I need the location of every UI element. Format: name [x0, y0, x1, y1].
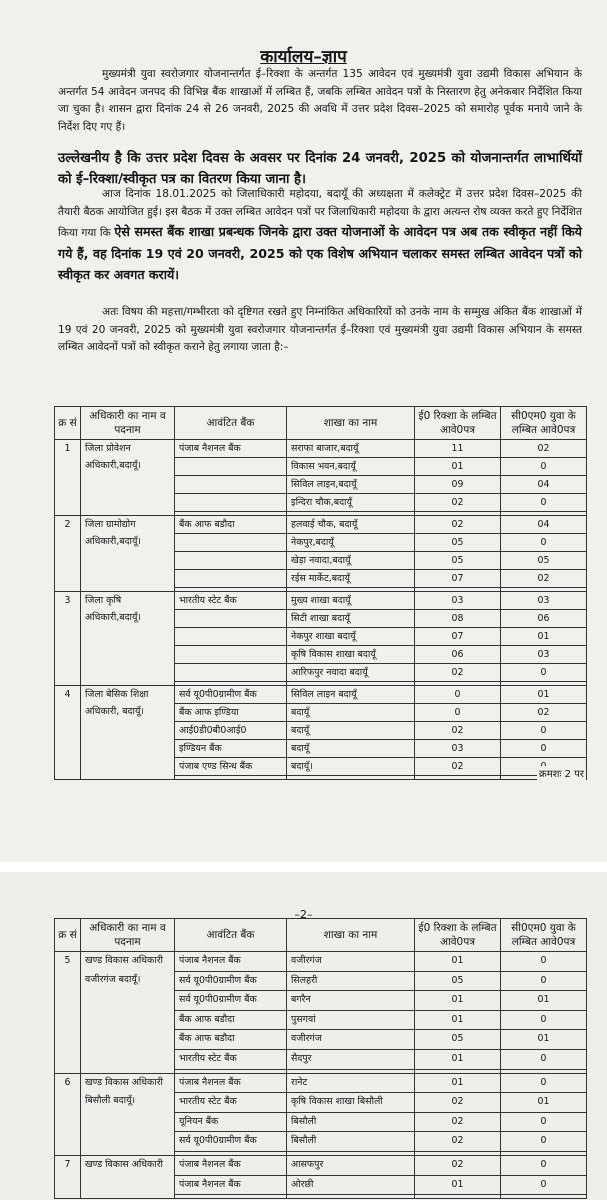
row-bank-name: पंजाब नैशनल बैंक	[175, 440, 287, 458]
paragraph-2	[58, 148, 582, 190]
row-bank-name: पंजाब नैशनल बैंक	[175, 1155, 287, 1175]
row-officer-name: खण्ड विकास अधिकारी वजीरगंज बदायूँ।	[81, 952, 175, 1074]
row-serial-number: 7	[55, 1155, 81, 1198]
paragraph-1-text: मुख्यमंत्री युवा स्वरोजगार योजनान्तर्गत ई–रिक्शा के अन्तर्गत 135 आवेदन एवं मुख्यमंत्री युवा उद्यमी विकास अभियान के अन्तर्गत 54 आवेदन जनपद की विभिन्न बैंक शाखाओं में लम्बित हैं, जबकि लम्बित आवेदन पत्रों के निस्तारण हेतु अनेकबार निर्देशित किया जा चुका है। शासन द्वारा दिनांक 24 से 26 जनवरी, 2025 की अवधि में उत्तर प्रदेश दिवस–2025 को समारोह पूर्वक मनाये जाने के निर्देश दिए गए हैं।	[58, 68, 582, 133]
row-branch-name: बिसौली	[287, 1132, 415, 1152]
paragraph-3	[58, 186, 582, 286]
row-cm-yuva-count: 06	[501, 610, 587, 628]
row-cm-yuva-count: 02	[501, 704, 587, 722]
header-branch: शाखा का नाम	[287, 919, 415, 952]
header-cm-yuva-pending: सी0एम0 युवा के लम्बित आवे0पत्र	[501, 407, 587, 440]
row-erickshaw-count: 11	[415, 440, 501, 458]
row-erickshaw-count: 03	[415, 592, 501, 610]
header-erickshaw-pending: ई0 रिक्शा के लम्बित आवे0पत्र	[415, 407, 501, 440]
header-officer: अधिकारी का नाम व पदनाम	[81, 919, 175, 952]
row-bank-name: भारतीय स्टेट बैंक	[175, 1093, 287, 1113]
row-erickshaw-count: 01	[415, 1073, 501, 1093]
header-cm-yuva-pending: सी0एम0 युवा के लम्बित आवे0पत्र	[501, 919, 587, 952]
paragraph-3-emphasis: ऐसे समस्त बैंक शाखा प्रबन्धक जिनके द्वारा उक्त योजनाओं के आवेदन पत्र अब तक स्वीकृत नहीं किये गये हैं, वह दिनांक 19 एवं 20 जनवरी, 2025 को एक विशेष अभियान चलाकर समस्त लम्बित आवेदन पत्रों को स्वीकृत कर अवगत करायें।	[58, 224, 582, 283]
row-erickshaw-count: 02	[415, 1155, 501, 1175]
row-bank-name: पंजाब एण्ड सिन्ध बैंक	[175, 758, 287, 776]
row-erickshaw-count: 02	[415, 758, 501, 776]
row-cm-yuva-count: 0	[501, 722, 587, 740]
row-cm-yuva-count: 0	[501, 1049, 587, 1069]
header-bank: आवंटित बैंक	[175, 407, 287, 440]
row-officer-name: खण्ड विकास अधिकारी बिसौली बदायूँ।	[81, 1073, 175, 1155]
row-bank-name: बैंक आफ बडौदा	[175, 1010, 287, 1030]
row-branch-name: खेड़ा नवादा,बदायूँ	[287, 552, 415, 570]
table-row	[55, 1155, 587, 1175]
spacer-cell	[287, 776, 415, 780]
table-row	[55, 516, 587, 534]
row-branch-name: नेकपुर शाखा बदायूँ	[287, 628, 415, 646]
continued-note: क्रमशः 2 पर	[537, 766, 586, 780]
row-bank-name	[175, 552, 287, 570]
officer-assignment-table-1	[54, 406, 587, 780]
row-bank-name: भारतीय स्टेट बैंक	[175, 1049, 287, 1069]
table-header-row	[55, 919, 587, 952]
row-branch-name: बदायूँ	[287, 740, 415, 758]
row-bank-name	[175, 534, 287, 552]
row-erickshaw-count: 02	[415, 722, 501, 740]
row-erickshaw-count: 01	[415, 1010, 501, 1030]
row-cm-yuva-count: 02	[501, 440, 587, 458]
row-bank-name: सर्व यू0पी0ग्रामीण बैंक	[175, 971, 287, 991]
row-bank-name	[175, 476, 287, 494]
spacer-cell	[415, 776, 501, 780]
row-branch-name: बदायूँ।	[287, 758, 415, 776]
row-branch-name: पुसगवां	[287, 1010, 415, 1030]
row-branch-name: वजीरगंज	[287, 952, 415, 972]
header-erickshaw-pending: ई0 रिक्शा के लम्बित आवे0पत्र	[415, 919, 501, 952]
row-cm-yuva-count: 01	[501, 686, 587, 704]
row-bank-name: पंजाब नैशनल बैंक	[175, 952, 287, 972]
table-row	[55, 686, 587, 704]
row-cm-yuva-count: 0	[501, 534, 587, 552]
row-branch-name: बदायूँ	[287, 722, 415, 740]
table-row	[55, 1073, 587, 1093]
officer-assignment-table-2	[54, 918, 587, 1199]
row-bank-name: सर्व यू0पी0ग्रामीण बैंक	[175, 686, 287, 704]
page-title: कार्यालय–ज्ञाप	[260, 47, 347, 67]
row-branch-name: सैदपुर	[287, 1049, 415, 1069]
paragraph-1	[58, 66, 582, 136]
row-cm-yuva-count: 0	[501, 740, 587, 758]
row-serial-number: 6	[55, 1073, 81, 1155]
row-erickshaw-count: 02	[415, 494, 501, 512]
row-branch-name: सराफा बाजार,बदायूँ	[287, 440, 415, 458]
row-bank-name	[175, 494, 287, 512]
row-bank-name	[175, 646, 287, 664]
row-cm-yuva-count: 03	[501, 646, 587, 664]
row-bank-name	[175, 610, 287, 628]
row-branch-name: मुख्य शाखा बदायूँ	[287, 592, 415, 610]
row-officer-name: खण्ड विकास अधिकारी	[81, 1155, 175, 1198]
row-erickshaw-count: 02	[415, 664, 501, 682]
row-erickshaw-count: 03	[415, 740, 501, 758]
row-erickshaw-count: 0	[415, 686, 501, 704]
row-cm-yuva-count: 0	[501, 1155, 587, 1175]
table-row	[55, 592, 587, 610]
row-branch-name: सिविल लाइन,बदायूँ	[287, 476, 415, 494]
row-erickshaw-count: 05	[415, 552, 501, 570]
row-cm-yuva-count: 01	[501, 991, 587, 1011]
row-officer-name: जिला प्रोवेशन अधिकारी,बदायूँ।	[81, 440, 175, 516]
spacer-cell	[175, 1195, 287, 1199]
row-cm-yuva-count: 03	[501, 592, 587, 610]
row-erickshaw-count: 05	[415, 534, 501, 552]
paragraph-3-text: आज दिनांक 18.01.2025 को जिलाधिकारी महोदया, बदायूँ की अध्यक्षता में कलेक्ट्रेट में उत्तर प्रदेश दिवस–2025 की तैयारी बैठक आयोजित हुई। इस बैठक में उक्त लम्बित आवेदन पत्रों पर जिलाधिकारी महोदया के द्वारा अत्यन्त रोष व्यक्त करते हुए निर्देशित किया गया कि	[58, 188, 582, 240]
row-bank-name	[175, 458, 287, 476]
row-cm-yuva-count: 0	[501, 971, 587, 991]
table-row	[55, 440, 587, 458]
row-bank-name: इण्डियन बैंक	[175, 740, 287, 758]
table-header-row	[55, 407, 587, 440]
row-cm-yuva-count: 04	[501, 476, 587, 494]
spacer-cell	[175, 776, 287, 780]
row-branch-name: आरिफपुर नवादा बदायूँ	[287, 664, 415, 682]
paragraph-4	[58, 304, 582, 357]
row-erickshaw-count: 06	[415, 646, 501, 664]
row-serial-number: 1	[55, 440, 81, 516]
row-bank-name: पंजाब नैशनल बैंक	[175, 1175, 287, 1195]
row-bank-name	[175, 664, 287, 682]
row-cm-yuva-count: 0	[501, 1112, 587, 1132]
row-branch-name: नेकपुर,बदायूँ	[287, 534, 415, 552]
row-cm-yuva-count: 02	[501, 570, 587, 588]
document-page-2	[0, 872, 607, 1200]
row-erickshaw-count: 0	[415, 704, 501, 722]
row-cm-yuva-count: 0	[501, 1175, 587, 1195]
row-bank-name: यूनियन बैंक	[175, 1112, 287, 1132]
row-serial-number: 2	[55, 516, 81, 592]
table-row	[55, 952, 587, 972]
row-erickshaw-count: 01	[415, 1049, 501, 1069]
row-branch-name: कृषि विकास शाखा बिसौली	[287, 1093, 415, 1113]
row-officer-name: जिला ग्रामोद्योग अधिकारी,बदायूँ।	[81, 516, 175, 592]
row-serial-number: 4	[55, 686, 81, 780]
row-erickshaw-count: 09	[415, 476, 501, 494]
page-number: –2–	[294, 908, 313, 921]
row-cm-yuva-count: 0	[501, 1073, 587, 1093]
row-erickshaw-count: 02	[415, 1112, 501, 1132]
header-sn: क्र सं	[55, 407, 81, 440]
row-bank-name: बैंक आफ बडौदा	[175, 516, 287, 534]
row-cm-yuva-count: 0	[501, 952, 587, 972]
row-branch-name: इन्दिरा चौक,बदायूँ	[287, 494, 415, 512]
row-branch-name: रानेट	[287, 1073, 415, 1093]
row-erickshaw-count: 08	[415, 610, 501, 628]
row-branch-name: सिविल लाइन बदायूँ	[287, 686, 415, 704]
row-cm-yuva-count: 01	[501, 628, 587, 646]
spacer-cell	[287, 1195, 415, 1199]
row-cm-yuva-count: 05	[501, 552, 587, 570]
row-erickshaw-count: 01	[415, 991, 501, 1011]
row-branch-name: सिलहरी	[287, 971, 415, 991]
row-branch-name: बदायूँ	[287, 704, 415, 722]
row-erickshaw-count: 02	[415, 516, 501, 534]
paragraph-2-text: उल्लेखनीय है कि उत्तर प्रदेश दिवस के अवसर पर दिनांक 24 जनवरी, 2025 को योजनान्तर्गत लाभार्थियों को ई–रिक्शा/स्वीकृत पत्र का वितरण किया जाना है।	[58, 151, 582, 187]
row-bank-name: सर्व यू0पी0ग्रामीण बैंक	[175, 991, 287, 1011]
row-erickshaw-count: 05	[415, 1030, 501, 1050]
row-serial-number: 3	[55, 592, 81, 686]
row-cm-yuva-count: 0	[501, 494, 587, 512]
row-branch-name: वजीरगंज	[287, 1030, 415, 1050]
row-erickshaw-count: 01	[415, 1175, 501, 1195]
row-branch-name: सिटी शाखा बदायूँ	[287, 610, 415, 628]
row-bank-name: भारतीय स्टेट बैंक	[175, 592, 287, 610]
row-erickshaw-count: 01	[415, 458, 501, 476]
row-cm-yuva-count: 0	[501, 1010, 587, 1030]
row-bank-name: आई0डी0बी0आई0	[175, 722, 287, 740]
row-bank-name	[175, 628, 287, 646]
row-erickshaw-count: 01	[415, 952, 501, 972]
row-branch-name: हलवाई चौक, बदायूँ	[287, 516, 415, 534]
header-sn: क्र सं	[55, 919, 81, 952]
row-bank-name	[175, 570, 287, 588]
row-serial-number: 5	[55, 952, 81, 1074]
paragraph-4-text: अतः विषय की महत्ता/गम्भीरता को दृष्टिगत रखते हुए निम्नांकित अधिकारियों को उनके नाम के सम्मुख अंकित बैंक शाखाओं में 19 एवं 20 जनवरी, 2025 को मुख्यमंत्री युवा स्वरोजगार योजनान्तर्गत ई–रिक्शा एवं मुख्यमंत्री युवा उद्यमी विकास अभियान के समस्त लम्बित आवेदनों पत्रों को स्वीकृत कराने हेतु लगाया जाता है:–	[58, 306, 582, 354]
header-officer: अधिकारी का नाम व पदनाम	[81, 407, 175, 440]
row-branch-name: बगरैन	[287, 991, 415, 1011]
row-branch-name: विकास भवन,बदायूँ	[287, 458, 415, 476]
row-bank-name: बैंक आफ बडौदा	[175, 1030, 287, 1050]
row-erickshaw-count: 07	[415, 628, 501, 646]
row-branch-name: कृषि विकास शाखा बदायूँ	[287, 646, 415, 664]
header-branch: शाखा का नाम	[287, 407, 415, 440]
row-erickshaw-count: 02	[415, 1093, 501, 1113]
page-separator	[0, 862, 607, 872]
row-officer-name: जिला कृषि अधिकारी,बदायूँ।	[81, 592, 175, 686]
row-branch-name: बिसौली	[287, 1112, 415, 1132]
row-cm-yuva-count: 0	[501, 664, 587, 682]
row-branch-name: आसफपुर	[287, 1155, 415, 1175]
header-bank: आवंटित बैंक	[175, 919, 287, 952]
row-bank-name: बैंक आफ इण्डिया	[175, 704, 287, 722]
row-officer-name: जिला बेसिक शिक्षा अधिकारी, बदायूँ।	[81, 686, 175, 780]
row-erickshaw-count: 02	[415, 1132, 501, 1152]
row-cm-yuva-count: 01	[501, 1093, 587, 1113]
row-branch-name: ओरछी	[287, 1175, 415, 1195]
row-bank-name: पंजाब नैशनल बैंक	[175, 1073, 287, 1093]
row-cm-yuva-count: 04	[501, 516, 587, 534]
row-cm-yuva-count: 0	[501, 1132, 587, 1152]
row-branch-name: रईस मार्केट,बदायूँ	[287, 570, 415, 588]
row-cm-yuva-count: 0	[501, 458, 587, 476]
row-erickshaw-count: 05	[415, 971, 501, 991]
row-erickshaw-count: 07	[415, 570, 501, 588]
spacer-cell	[501, 1195, 587, 1199]
row-bank-name: सर्व यू0पी0ग्रामीण बैंक	[175, 1132, 287, 1152]
row-cm-yuva-count: 01	[501, 1030, 587, 1050]
spacer-cell	[415, 1195, 501, 1199]
